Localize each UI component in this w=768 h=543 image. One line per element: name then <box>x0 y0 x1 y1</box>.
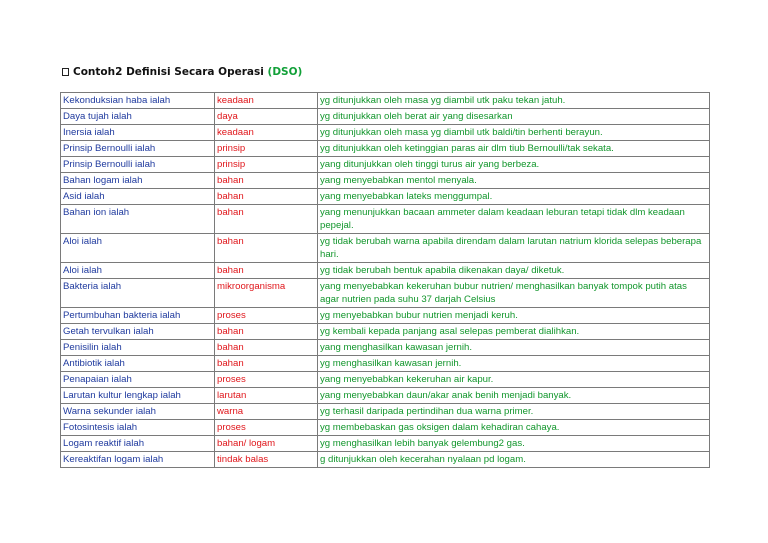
term-cell: Pertumbuhan bakteria ialah <box>61 308 215 324</box>
term-cell: Prinsip Bernoulli ialah <box>61 141 215 157</box>
definition-cell: yang menyebabkan lateks menggumpal. <box>318 189 710 205</box>
category-cell: bahan <box>215 173 318 189</box>
term-cell: Penapaian ialah <box>61 372 215 388</box>
definition-cell: yg menghasilkan kawasan jernih. <box>318 356 710 372</box>
table-row <box>61 205 710 234</box>
term-cell: Warna sekunder ialah <box>61 404 215 420</box>
table-row <box>61 356 710 372</box>
definition-cell: yg ditunjukkan oleh masa yg diambil utk paku tekan jatuh. <box>318 93 710 109</box>
term-cell: Prinsip Bernoulli ialah <box>61 157 215 173</box>
category-cell: keadaan <box>215 93 318 109</box>
table-row <box>61 388 710 404</box>
table-row <box>61 340 710 356</box>
term-cell: Daya tujah ialah <box>61 109 215 125</box>
definition-cell: yg membebaskan gas oksigen dalam kehadiran cahaya. <box>318 420 710 436</box>
definition-cell: yang menyebabkan kekeruhan bubur nutrien/ menghasilkan banyak tompok putih atas agar nutrien pada suhu 37 darjah Celsius <box>318 279 710 308</box>
term-cell: Penisilin ialah <box>61 340 215 356</box>
definition-cell: yg menyebabkan bubur nutrien menjadi keruh. <box>318 308 710 324</box>
definition-cell: yang menyebabkan mentol menyala. <box>318 173 710 189</box>
definition-cell: yg terhasil daripada pertindihan dua warna primer. <box>318 404 710 420</box>
category-cell: daya <box>215 109 318 125</box>
table-row <box>61 125 710 141</box>
category-cell: bahan <box>215 356 318 372</box>
table-row <box>61 452 710 468</box>
definition-cell: g ditunjukkan oleh kecerahan nyalaan pd logam. <box>318 452 710 468</box>
heading-title: Contoh2 Definisi Secara Operasi <box>73 66 264 78</box>
category-cell: prinsip <box>215 141 318 157</box>
definition-cell: yg kembali kepada panjang asal selepas pemberat dialihkan. <box>318 324 710 340</box>
table-row <box>61 436 710 452</box>
checkbox-bullet-icon <box>62 68 69 76</box>
term-cell: Aloi ialah <box>61 263 215 279</box>
category-cell: bahan <box>215 263 318 279</box>
table-row <box>61 279 710 308</box>
category-cell: bahan <box>215 234 318 263</box>
table-row <box>61 173 710 189</box>
table-row <box>61 404 710 420</box>
term-cell: Larutan kultur lengkap ialah <box>61 388 215 404</box>
definition-cell: yg tidak berubah warna apabila direndam dalam larutan natrium klorida selepas beberapa hari. <box>318 234 710 263</box>
table-row <box>61 308 710 324</box>
term-cell: Fotosintesis ialah <box>61 420 215 436</box>
term-cell: Kekonduksian haba ialah <box>61 93 215 109</box>
category-cell: bahan <box>215 340 318 356</box>
definition-cell: yang menyebabkan daun/akar anak benih menjadi banyak. <box>318 388 710 404</box>
definition-cell: yg ditunjukkan oleh ketinggian paras air dlm tiub Bernoulli/tak sekata. <box>318 141 710 157</box>
definition-cell: yang menyebabkan kekeruhan air kapur. <box>318 372 710 388</box>
category-cell: bahan/ logam <box>215 436 318 452</box>
category-cell: prinsip <box>215 157 318 173</box>
definitions-table <box>60 92 710 468</box>
term-cell: Antibiotik ialah <box>61 356 215 372</box>
definition-cell: yg menghasilkan lebih banyak gelembung2 gas. <box>318 436 710 452</box>
category-cell: keadaan <box>215 125 318 141</box>
category-cell: bahan <box>215 205 318 234</box>
table-row <box>61 263 710 279</box>
term-cell: Kereaktifan logam ialah <box>61 452 215 468</box>
category-cell: proses <box>215 372 318 388</box>
term-cell: Bahan logam ialah <box>61 173 215 189</box>
term-cell: Bakteria ialah <box>61 279 215 308</box>
definition-cell: yg tidak berubah bentuk apabila dikenakan daya/ diketuk. <box>318 263 710 279</box>
category-cell: proses <box>215 420 318 436</box>
category-cell: larutan <box>215 388 318 404</box>
definition-cell: yg ditunjukkan oleh berat air yang disesarkan <box>318 109 710 125</box>
definition-cell: yang ditunjukkan oleh tinggi turus air yang berbeza. <box>318 157 710 173</box>
table-row <box>61 324 710 340</box>
term-cell: Logam reaktif ialah <box>61 436 215 452</box>
category-cell: mikroorganisma <box>215 279 318 308</box>
table-row <box>61 234 710 263</box>
definitions-table-body <box>61 93 710 468</box>
category-cell: bahan <box>215 324 318 340</box>
heading-acronym: (DSO) <box>267 66 303 78</box>
term-cell: Bahan ion ialah <box>61 205 215 234</box>
term-cell: Asid ialah <box>61 189 215 205</box>
table-row <box>61 420 710 436</box>
table-row <box>61 372 710 388</box>
definition-cell: yang menghasilkan kawasan jernih. <box>318 340 710 356</box>
table-row <box>61 189 710 205</box>
definition-cell: yang menunjukkan bacaan ammeter dalam keadaan leburan tetapi tidak dlm keadaan pepejal. <box>318 205 710 234</box>
term-cell: Aloi ialah <box>61 234 215 263</box>
table-row <box>61 141 710 157</box>
page-heading <box>62 66 302 78</box>
term-cell: Inersia ialah <box>61 125 215 141</box>
category-cell: bahan <box>215 189 318 205</box>
table-row <box>61 93 710 109</box>
term-cell: Getah tervulkan ialah <box>61 324 215 340</box>
definition-cell: yg ditunjukkan oleh masa yg diambil utk baldi/tin berhenti berayun. <box>318 125 710 141</box>
category-cell: proses <box>215 308 318 324</box>
table-row <box>61 109 710 125</box>
category-cell: tindak balas <box>215 452 318 468</box>
table-row <box>61 157 710 173</box>
category-cell: warna <box>215 404 318 420</box>
